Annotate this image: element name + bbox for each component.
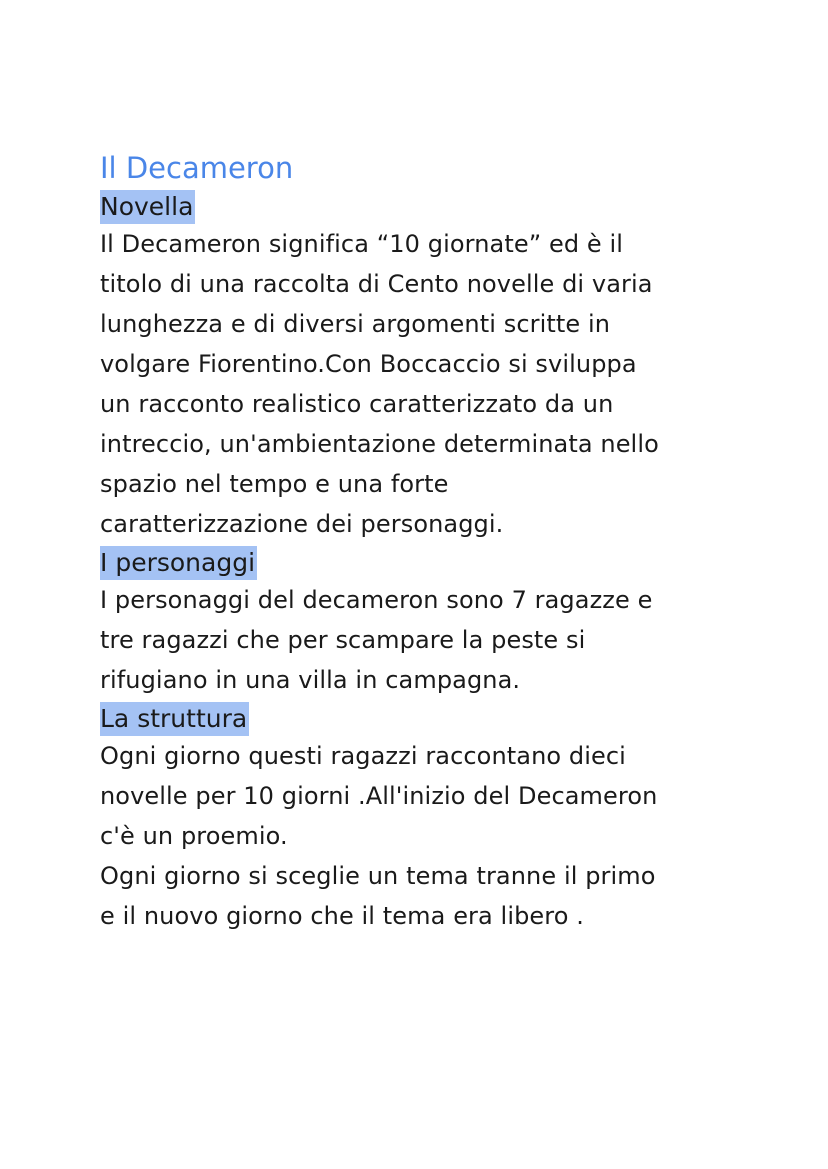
- paragraph-line: tre ragazzi che per scampare la peste si: [100, 626, 586, 654]
- paragraph-line: novelle per 10 giorni .All'inizio del Decameron: [100, 782, 658, 810]
- paragraph-line: titolo di una raccolta di Cento novelle di varia: [100, 270, 653, 298]
- paragraph-line: e il nuovo giorno che il tema era libero .: [100, 902, 584, 930]
- paragraph-line: Ogni giorno si sceglie un tema tranne il primo: [100, 862, 656, 890]
- section-struttura: [100, 700, 740, 936]
- paragraph-line: I personaggi del decameron sono 7 ragazze e: [100, 586, 653, 614]
- section-heading: I personaggi: [100, 546, 257, 580]
- paragraph-line: caratterizzazione dei personaggi.: [100, 510, 504, 538]
- paragraph-line: un racconto realistico caratterizzato da un: [100, 390, 614, 418]
- paragraph-line: lunghezza e di diversi argomenti scritte in: [100, 310, 611, 338]
- paragraph-line: intreccio, un'ambientazione determinata nello: [100, 430, 659, 458]
- section-personaggi: [100, 544, 740, 700]
- paragraph-line: volgare Fiorentino.Con Boccaccio si sviluppa: [100, 350, 637, 378]
- paragraph-line: spazio nel tempo e una forte: [100, 470, 449, 498]
- document-page: [100, 148, 740, 936]
- paragraph-line: Il Decameron significa “10 giornate” ed è il: [100, 230, 624, 258]
- paragraph-line: c'è un proemio.: [100, 822, 288, 850]
- document-title: Il Decameron: [100, 151, 294, 185]
- section-heading: Novella: [100, 190, 195, 224]
- paragraph-line: Ogni giorno questi ragazzi raccontano dieci: [100, 742, 626, 770]
- section-novella: [100, 188, 740, 544]
- section-heading: La struttura: [100, 702, 249, 736]
- paragraph-line: rifugiano in una villa in campagna.: [100, 666, 521, 694]
